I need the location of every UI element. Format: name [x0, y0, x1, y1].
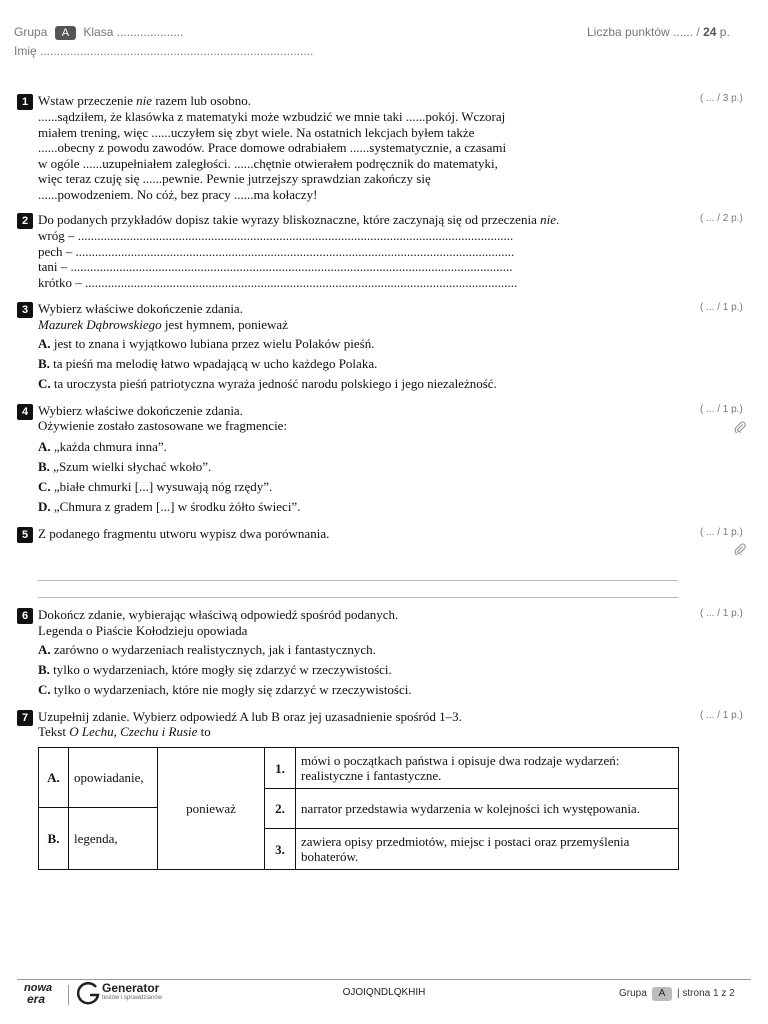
question-prompt-3: Wybierz właściwe dokończenie zdania. — [38, 301, 243, 316]
question-points-6: ( ... / 1 p.) — [700, 608, 743, 619]
group-badge: A — [55, 26, 76, 40]
connector-word: ponieważ — [158, 748, 265, 870]
q3-option-a[interactable]: A. jest to znana i wyjątkowo lubiana przez wielu Polaków pieśń. — [38, 336, 375, 351]
question-points-4: ( ... / 1 p.) — [700, 404, 743, 415]
question-number-5: 5 — [17, 527, 33, 543]
question-number-6: 6 — [17, 608, 33, 624]
question-prompt-1: Wstaw przeczenie nie razem lub osobno. — [38, 93, 251, 108]
question-subprompt-6: Legenda o Piaście Kołodzieju opowiada — [38, 623, 248, 638]
footer-divider — [17, 979, 751, 980]
q4-option-d[interactable]: D. „Chmura z gradem [...] w środku żółto świeci”. — [38, 499, 301, 514]
q6-option-a[interactable]: A. zarówno o wydarzeniach realistycznych, jak i fantastycznych. — [38, 642, 376, 657]
question-points-1: ( ... / 3 p.) — [700, 93, 743, 104]
answer-table — [38, 747, 679, 870]
name-field[interactable]: Imię .................................................................................. — [14, 44, 314, 58]
q2-answer-line[interactable]: wróg – ...................................................................................................................................... — [38, 228, 514, 243]
q1-text-line: ......sądziłem, że klasówka z matematyki może wzbudzić we mnie taki ......pokój. Wczoraj — [38, 109, 506, 124]
paperclip-icon[interactable] — [734, 421, 746, 433]
q6-option-c[interactable]: C. tylko o wydarzeniach, które nie mogły się zdarzyć w rzeczywistości. — [38, 682, 412, 697]
q4-option-c[interactable]: C. „białe chmurki [...] wysuwają nóg rzędy”. — [38, 479, 273, 494]
question-points-2: ( ... / 2 p.) — [700, 213, 743, 224]
points-summary — [587, 25, 730, 39]
option-b-text[interactable]: legenda, — [69, 808, 158, 870]
question-prompt-7: Uzupełnij zdanie. Wybierz odpowiedź A lub B oraz jej uzasadnienie spośród 1–3. — [38, 709, 462, 724]
question-prompt-5: Z podanego fragmentu utworu wypisz dwa porównania. — [38, 526, 330, 541]
q2-answer-line[interactable]: pech – ....................................................................................................................................... — [38, 243, 515, 259]
points-total: 24 — [703, 25, 717, 39]
question-subprompt-7: Tekst O Lechu, Czechu i Rusie to — [38, 724, 211, 739]
nowa-era-logo: nowa era — [24, 982, 53, 1006]
question-number-2: 2 — [17, 213, 33, 229]
q4-option-b[interactable]: B. „Szum wielki słychać wkoło”. — [38, 459, 212, 474]
document-code: OJOIQNDLQKHIH — [342, 987, 426, 998]
page-indicator: Grupa A | strona 1 z 2 — [619, 988, 735, 999]
answer-line[interactable] — [38, 580, 678, 581]
paperclip-icon[interactable] — [734, 543, 746, 555]
question-subprompt-4: Ożywienie zostało zastosowane we fragmencie: — [38, 418, 288, 433]
group-label: Grupa — [14, 25, 48, 39]
points-label: Liczba punktów ...... / — [587, 25, 700, 39]
q6-option-b[interactable]: B. tylko o wydarzeniach, które mogły się zdarzyć w rzeczywistości. — [38, 662, 392, 677]
answer-line[interactable] — [38, 597, 678, 598]
q3-option-b[interactable]: B. ta pieśń ma melodię łatwo wpadającą w ucho każdego Polaka. — [38, 356, 378, 371]
reason-text-2[interactable]: narrator przedstawia wydarzenia w kolejności ich występowania. — [296, 789, 679, 829]
q1-text-line: w ogóle ......uzupełniałem zaległości. ......chętnie otwierałem podręcznik do matematyki, — [38, 155, 498, 171]
q1-text-line: więc teraz czuję się ......pewnie. Pewnie jutrzejszy sprawdzian zakończy się — [38, 171, 431, 186]
q1-text-line: miałem trening, więc ......uczyłem się zbyt wiele. Na ostatnich lekcjach byłem także — [38, 124, 475, 140]
q2-answer-line[interactable]: tani – ........................................................................................................................................ — [38, 259, 513, 274]
question-number-1: 1 — [17, 94, 33, 110]
reason-number-1[interactable]: 1. — [265, 748, 296, 789]
question-prompt-2: Do podanych przykładów dopisz takie wyrazy bliskoznaczne, które zaczynają się od przeczenia nie. — [38, 212, 560, 227]
reason-text-1[interactable]: mówi o początkach państwa i opisuje dwa rodzaje wydarzeń: realistyczne i fantastyczne. — [296, 748, 679, 789]
q4-option-a[interactable]: A. „każda chmura inna”. — [38, 439, 167, 454]
option-a-letter[interactable]: A. — [39, 748, 69, 808]
reason-text-3[interactable]: zawiera opisy przedmiotów, miejsc i postaci oraz przemyślenia bohaterów. — [296, 829, 679, 870]
q1-text-line: ......powodzeniem. No cóż, bez pracy ......ma kołaczy! — [38, 186, 318, 202]
q2-answer-line[interactable]: krótko – ..................................................................................................................................... — [38, 274, 518, 290]
question-prompt-4: Wybierz właściwe dokończenie zdania. — [38, 403, 243, 418]
reason-number-2[interactable]: 2. — [265, 789, 296, 829]
question-number-7: 7 — [17, 710, 33, 726]
question-points-5: ( ... / 1 p.) — [700, 527, 743, 538]
question-points-3: ( ... / 1 p.) — [700, 302, 743, 313]
q1-text-line: ......obecny z powodu zawodów. Prace domowe odrabiałem ......systematycznie, a czasami — [38, 140, 507, 155]
points-unit: p. — [719, 25, 730, 39]
class-field[interactable]: Klasa .................... — [83, 25, 184, 39]
option-a-text[interactable]: opowiadanie, — [69, 748, 158, 808]
question-number-3: 3 — [17, 302, 33, 318]
question-subprompt-3: Mazurek Dąbrowskiego jest hymnem, ponieważ — [38, 317, 288, 332]
group-line — [14, 25, 183, 40]
question-prompt-6: Dokończ zdanie, wybierając właściwą odpowiedź spośród podanych. — [38, 607, 399, 622]
generator-logo: Generator testów i sprawdzianów — [102, 981, 163, 1001]
reason-number-3[interactable]: 3. — [265, 829, 296, 870]
q3-option-c[interactable]: C. ta uroczysta pieśń patriotyczna wyraża jedność narodu polskiego i jego niezależność. — [38, 376, 497, 391]
question-number-4: 4 — [17, 404, 33, 420]
option-b-letter[interactable]: B. — [39, 808, 69, 870]
question-points-7: ( ... / 1 p.) — [700, 710, 743, 721]
